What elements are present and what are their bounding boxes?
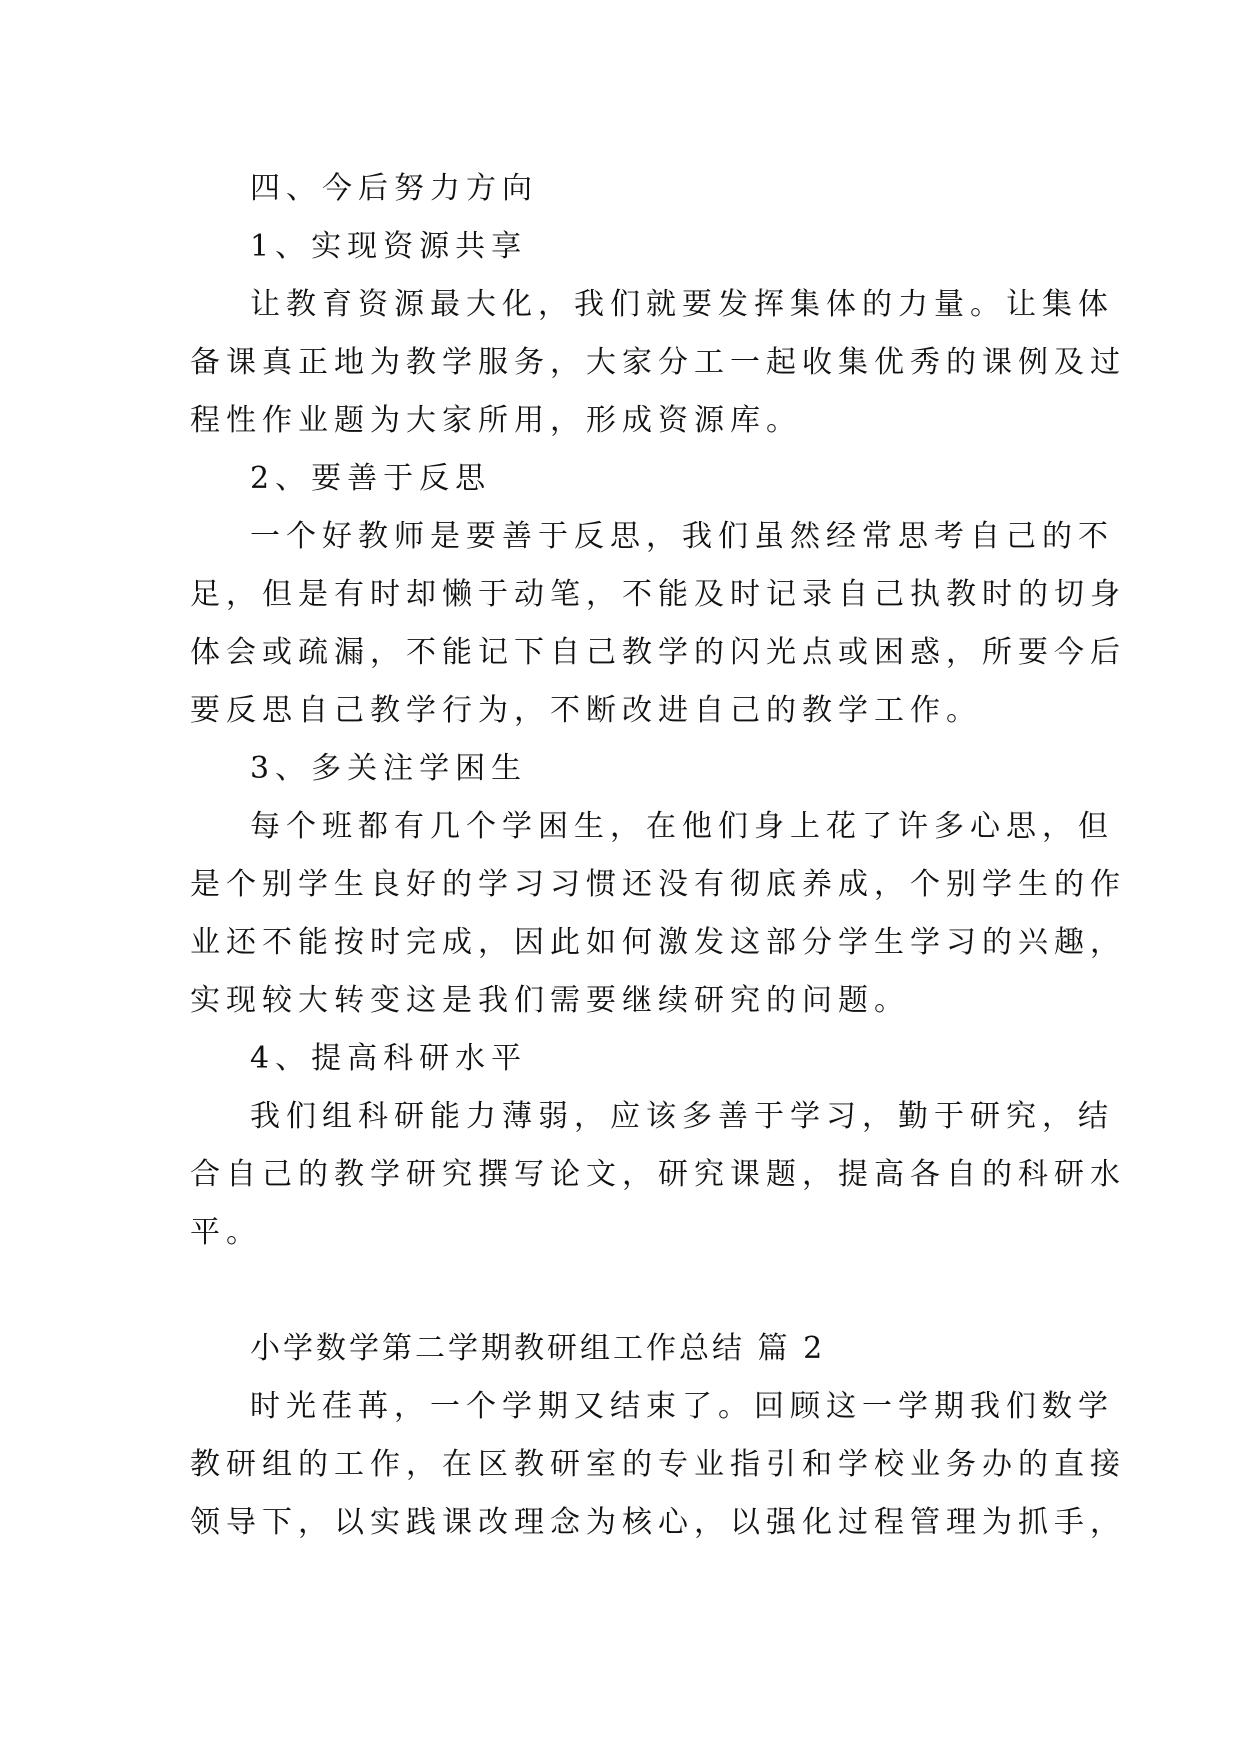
paragraph-line: 让教育资源最大化，我们就要发挥集体的力量。让集体 <box>250 287 1114 322</box>
paragraph-line: 要反思自己教学行为，不断改进自己的教学工作。 <box>190 693 982 728</box>
paragraph-line: 时光荏苒，一个学期又结束了。回顾这一学期我们数学 <box>250 1389 1114 1424</box>
paragraph-line: 程性作业题为大家所用，形成资源库。 <box>190 403 802 438</box>
subheading-4: 4、提高科研水平 <box>250 1041 528 1076</box>
paragraph-line: 每个班都有几个学困生，在他们身上花了许多心思，但 <box>250 809 1114 844</box>
paragraph-line: 业还不能按时完成，因此如何激发这部分学生学习的兴趣， <box>190 925 1126 960</box>
paragraph-line: 备课真正地为教学服务，大家分工一起收集优秀的课例及过 <box>190 345 1126 380</box>
subheading-3: 3、多关注学困生 <box>250 751 528 786</box>
paragraph-line: 是个别学生良好的学习习惯还没有彻底养成，个别学生的作 <box>190 867 1126 902</box>
paragraph-line: 一个好教师是要善于反思，我们虽然经常思考自己的不 <box>250 519 1114 554</box>
paragraph-line: 实现较大转变这是我们需要继续研究的问题。 <box>190 983 910 1018</box>
document-body <box>190 160 1126 1552</box>
paragraph-line: 我们组科研能力薄弱，应该多善于学习，勤于研究，结 <box>250 1099 1114 1134</box>
section-gap <box>190 1262 1050 1320</box>
paragraph-line: 领导下，以实践课改理念为核心，以强化过程管理为抓手， <box>190 1505 1126 1540</box>
paragraph-line: 平。 <box>190 1215 262 1250</box>
section-heading: 四、今后努力方向 <box>250 171 538 206</box>
paragraph-line: 合自己的教学研究撰写论文，研究课题，提高各自的科研水 <box>190 1157 1126 1192</box>
paragraph-line: 教研组的工作，在区教研室的专业指引和学校业务办的直接 <box>190 1447 1126 1482</box>
article-title: 小学数学第二学期教研组工作总结 篇 2 <box>250 1331 826 1366</box>
paragraph-line: 足，但是有时却懒于动笔，不能及时记录自己执教时的切身 <box>190 577 1126 612</box>
subheading-1: 1、实现资源共享 <box>250 229 528 264</box>
paragraph-line: 体会或疏漏，不能记下自己教学的闪光点或困惑，所要今后 <box>190 635 1126 670</box>
subheading-2: 2、要善于反思 <box>250 461 492 496</box>
